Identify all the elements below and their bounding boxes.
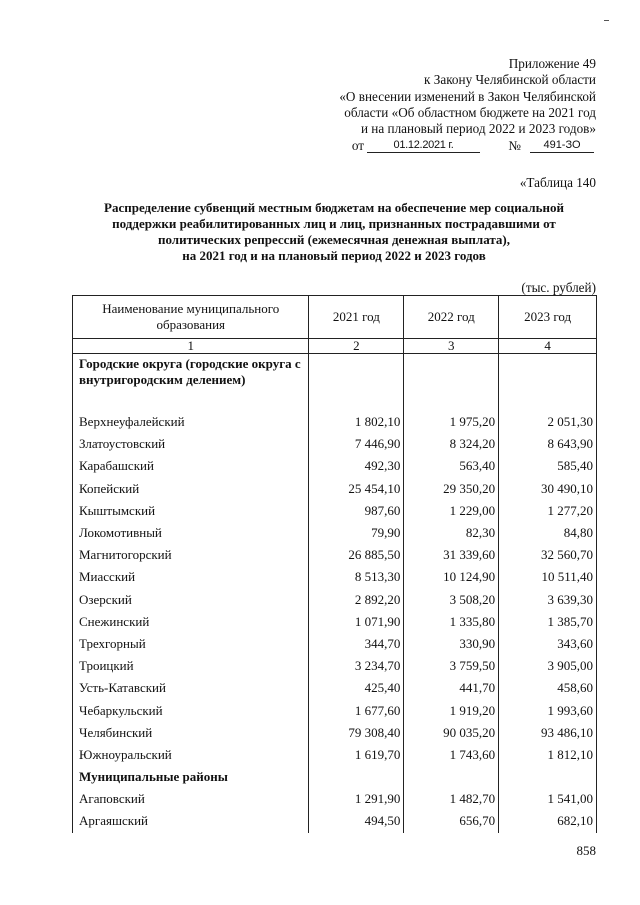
number-label: №: [508, 138, 521, 154]
title-line: политических репрессий (ежемесячная денежная выплата),: [157, 232, 511, 247]
value-2023: 32 560,70: [499, 544, 597, 566]
municipality-name: Карабашский: [73, 455, 309, 477]
value-2021: 1 291,90: [309, 788, 404, 810]
value-2023: 1 993,60: [499, 699, 597, 721]
table-row: [73, 544, 597, 566]
subvention-table: [72, 295, 597, 833]
value-2023: 93 486,10: [499, 722, 597, 744]
section-title: Городские округа (городские округа с внутригородским делением): [73, 354, 309, 412]
table-row: [73, 411, 597, 433]
section-row-districts: [73, 766, 597, 788]
header-line: Приложение 49: [508, 56, 596, 71]
table-row: [73, 677, 597, 699]
value-2023: 682,10: [499, 810, 597, 832]
value-2023: 1 385,70: [499, 611, 597, 633]
municipality-name: Златоустовский: [73, 433, 309, 455]
table-row: [73, 433, 597, 455]
value-2021: 3 234,70: [309, 655, 404, 677]
law-number: 491-ЗО: [530, 138, 594, 153]
municipality-name: Снежинский: [73, 611, 309, 633]
value-2021: 79,90: [309, 522, 404, 544]
empty-cell: [404, 766, 499, 788]
table-row: [73, 522, 597, 544]
empty-cell: [309, 354, 404, 412]
table-row: [73, 566, 597, 588]
value-2022: 29 350,20: [404, 478, 499, 500]
table-row: [73, 744, 597, 766]
units-label: (тыс. рублей): [521, 280, 596, 295]
value-2023: 8 643,90: [499, 433, 597, 455]
value-2022: 441,70: [404, 677, 499, 699]
empty-cell: [499, 766, 597, 788]
value-2023: 343,60: [499, 633, 597, 655]
municipality-name: Чебаркульский: [73, 699, 309, 721]
scan-corner-mark: [604, 20, 609, 21]
value-2023: 1 277,20: [499, 500, 597, 522]
value-2022: 82,30: [404, 522, 499, 544]
value-2022: 1 919,20: [404, 699, 499, 721]
value-2021: 492,30: [309, 455, 404, 477]
value-2023: 585,40: [499, 455, 597, 477]
table-label: «Таблица 140: [519, 175, 596, 190]
column-header-2023: 2023 год: [499, 296, 597, 339]
value-2022: 90 035,20: [404, 722, 499, 744]
municipality-name: Магнитогорский: [73, 544, 309, 566]
value-2023: 2 051,30: [499, 411, 597, 433]
value-2021: 1 619,70: [309, 744, 404, 766]
value-2021: 79 308,40: [309, 722, 404, 744]
value-2022: 1 482,70: [404, 788, 499, 810]
page-number: 858: [576, 843, 596, 858]
table-row: [73, 500, 597, 522]
value-2021: 987,60: [309, 500, 404, 522]
value-2021: 1 071,90: [309, 611, 404, 633]
column-header-2021: 2021 год: [309, 296, 404, 339]
municipality-name: Аргаяшский: [73, 810, 309, 832]
table-row: [73, 655, 597, 677]
value-2023: 3 639,30: [499, 589, 597, 611]
table-row: [73, 589, 597, 611]
value-2021: 425,40: [309, 677, 404, 699]
column-number: 2: [309, 339, 404, 354]
empty-cell: [404, 354, 499, 412]
header-line: области «Об областном бюджете на 2021 год: [344, 104, 596, 120]
municipality-name: Троицкий: [73, 655, 309, 677]
table-row: [73, 633, 597, 655]
value-2021: 2 892,20: [309, 589, 404, 611]
table-row: [73, 455, 597, 477]
column-header-name: Наименование муниципального образования: [73, 296, 309, 339]
column-number: 4: [499, 339, 597, 354]
value-2022: 3 759,50: [404, 655, 499, 677]
municipality-name: Южноуральский: [73, 744, 309, 766]
value-2022: 10 124,90: [404, 566, 499, 588]
table-row: [73, 788, 597, 810]
value-2023: 1 541,00: [499, 788, 597, 810]
table-row: [73, 722, 597, 744]
municipality-name: Агаповский: [73, 788, 309, 810]
value-2022: 3 508,20: [404, 589, 499, 611]
empty-cell: [499, 354, 597, 412]
value-2021: 25 454,10: [309, 478, 404, 500]
table-row: [73, 699, 597, 721]
value-2021: 26 885,50: [309, 544, 404, 566]
value-2021: 1 802,10: [309, 411, 404, 433]
municipality-name: Озерский: [73, 589, 309, 611]
value-2021: 494,50: [309, 810, 404, 832]
table-row: [73, 478, 597, 500]
law-date-number-line: [339, 138, 596, 155]
header-line: к Закону Челябинской области: [424, 72, 596, 88]
section-row-urban: [73, 354, 597, 412]
column-header-2022: 2022 год: [404, 296, 499, 339]
municipality-name: Локомотивный: [73, 522, 309, 544]
value-2022: 1 335,80: [404, 611, 499, 633]
value-2022: 8 324,20: [404, 433, 499, 455]
empty-cell: [309, 766, 404, 788]
value-2022: 31 339,60: [404, 544, 499, 566]
title-line: на 2021 год и на плановый период 2022 и 2023 годов: [182, 248, 486, 263]
municipality-name: Усть-Катавский: [73, 677, 309, 699]
table-row: [73, 810, 597, 832]
column-number-row: [73, 339, 597, 354]
value-2021: 7 446,90: [309, 433, 404, 455]
municipality-name: Верхнеуфалейский: [73, 411, 309, 433]
law-date: 01.12.2021 г.: [367, 138, 480, 153]
value-2023: 30 490,10: [499, 478, 597, 500]
value-2023: 10 511,40: [499, 566, 597, 588]
table-header-row: [73, 296, 597, 339]
municipality-name: Копейский: [73, 478, 309, 500]
appendix-header: [339, 56, 596, 155]
header-line: «О внесении изменений в Закон Челябинской: [339, 88, 596, 104]
value-2022: 1 975,20: [404, 411, 499, 433]
value-2021: 344,70: [309, 633, 404, 655]
municipality-name: Челябинский: [73, 722, 309, 744]
municipality-name: Трехгорный: [73, 633, 309, 655]
value-2022: 1 743,60: [404, 744, 499, 766]
value-2022: 1 229,00: [404, 500, 499, 522]
value-2022: 563,40: [404, 455, 499, 477]
value-2022: 656,70: [404, 810, 499, 832]
document-title: [70, 200, 598, 264]
value-2023: 1 812,10: [499, 744, 597, 766]
title-line: поддержки реабилитированных лиц и лиц, признанных пострадавшими от: [112, 216, 556, 231]
municipality-name: Кыштымский: [73, 500, 309, 522]
value-2021: 8 513,30: [309, 566, 404, 588]
value-2023: 84,80: [499, 522, 597, 544]
column-number: 3: [404, 339, 499, 354]
value-2023: 3 905,00: [499, 655, 597, 677]
header-line: и на плановый период 2022 и 2023 годов»: [360, 121, 596, 137]
table-row: [73, 611, 597, 633]
municipality-name: Миасский: [73, 566, 309, 588]
value-2022: 330,90: [404, 633, 499, 655]
value-2021: 1 677,60: [309, 699, 404, 721]
section-title: Муниципальные районы: [73, 766, 309, 788]
ot-label: от: [351, 138, 364, 154]
title-line: Распределение субвенций местным бюджетам на обеспечение мер социальной: [104, 200, 564, 215]
column-number: 1: [73, 339, 309, 354]
value-2023: 458,60: [499, 677, 597, 699]
